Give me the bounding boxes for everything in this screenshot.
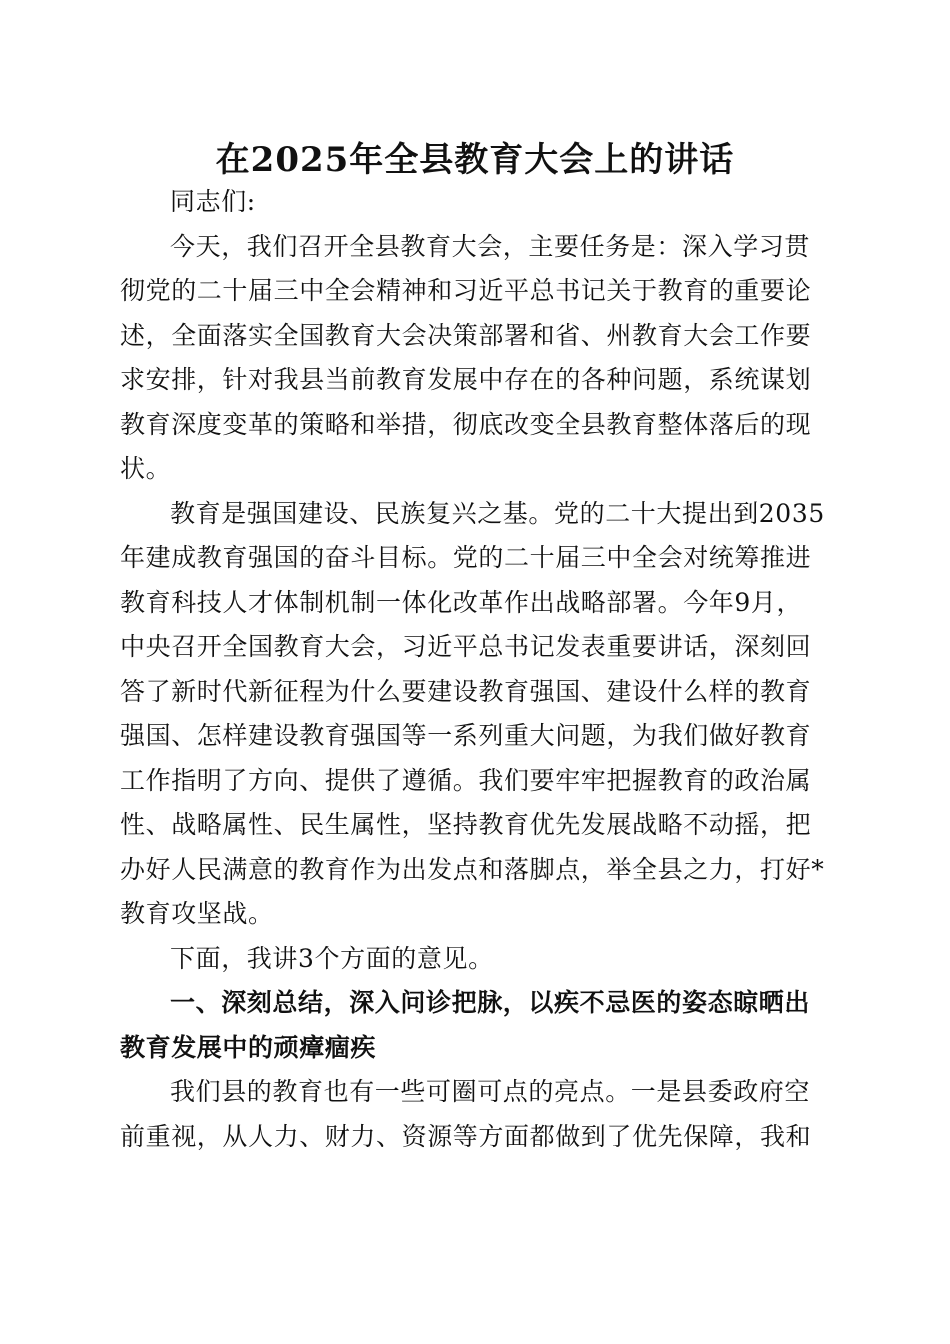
document-body bbox=[120, 180, 825, 1159]
document-title: 在2025年全县教育大会上的讲话 bbox=[215, 140, 735, 180]
text-line: 办好人民满意的教育作为出发点和落脚点，举全县之力，打好* bbox=[120, 854, 825, 884]
text-line: 工作指明了方向、提供了遵循。我们要牢牢把握教育的政治属 bbox=[120, 765, 812, 795]
text-line: 状。 bbox=[120, 454, 172, 483]
text-line: 性、战略属性、民生属性，坚持教育优先发展战略不动摇，把 bbox=[120, 810, 812, 839]
text-line: 我们县的教育也有一些可圈可点的亮点。一是县委政府空 bbox=[170, 1077, 811, 1106]
text-line: 强国、怎样建设教育强国等一系列重大问题，为我们做好教育 bbox=[120, 721, 812, 750]
text-line: 述，全面落实全国教育大会决策部署和省、州教育大会工作要 bbox=[120, 320, 812, 350]
text-line: 彻党的二十届三中全会精神和习近平总书记关于教育的重要论 bbox=[120, 276, 812, 305]
text-line: 下面，我讲3个方面的意见。 bbox=[170, 943, 494, 973]
text-line: 教育科技人才体制机制一体化改革作出战略部署。今年9月， bbox=[120, 587, 803, 617]
text-line: 教育是强国建设、民族复兴之基。党的二十大提出到2035 bbox=[170, 498, 825, 528]
text-line: 年建成教育强国的奋斗目标。党的二十届三中全会对统筹推进 bbox=[120, 543, 812, 572]
text-line: 教育深度变革的策略和举措，彻底改变全县教育整体落后的现 bbox=[120, 409, 812, 439]
text-line: 同志们: bbox=[170, 187, 256, 216]
text-line: 求安排，针对我县当前教育发展中存在的各种问题，系统谋划 bbox=[120, 365, 812, 394]
section-heading-line: 一、深刻总结，深入问诊把脉，以疾不忌医的姿态晾晒出 bbox=[170, 988, 811, 1017]
text-line: 今天，我们召开全县教育大会，主要任务是：深入学习贯 bbox=[170, 231, 811, 261]
text-line: 中央召开全国教育大会，习近平总书记发表重要讲话，深刻回 bbox=[120, 632, 812, 661]
section-heading-line: 教育发展中的顽瘴痼疾 bbox=[120, 1032, 377, 1062]
text-line: 答了新时代新征程为什么要建设教育强国、建设什么样的教育 bbox=[120, 676, 812, 706]
text-line: 教育攻坚战。 bbox=[120, 899, 274, 928]
text-line: 前重视，从人力、财力、资源等方面都做到了优先保障，我和 bbox=[120, 1121, 812, 1151]
